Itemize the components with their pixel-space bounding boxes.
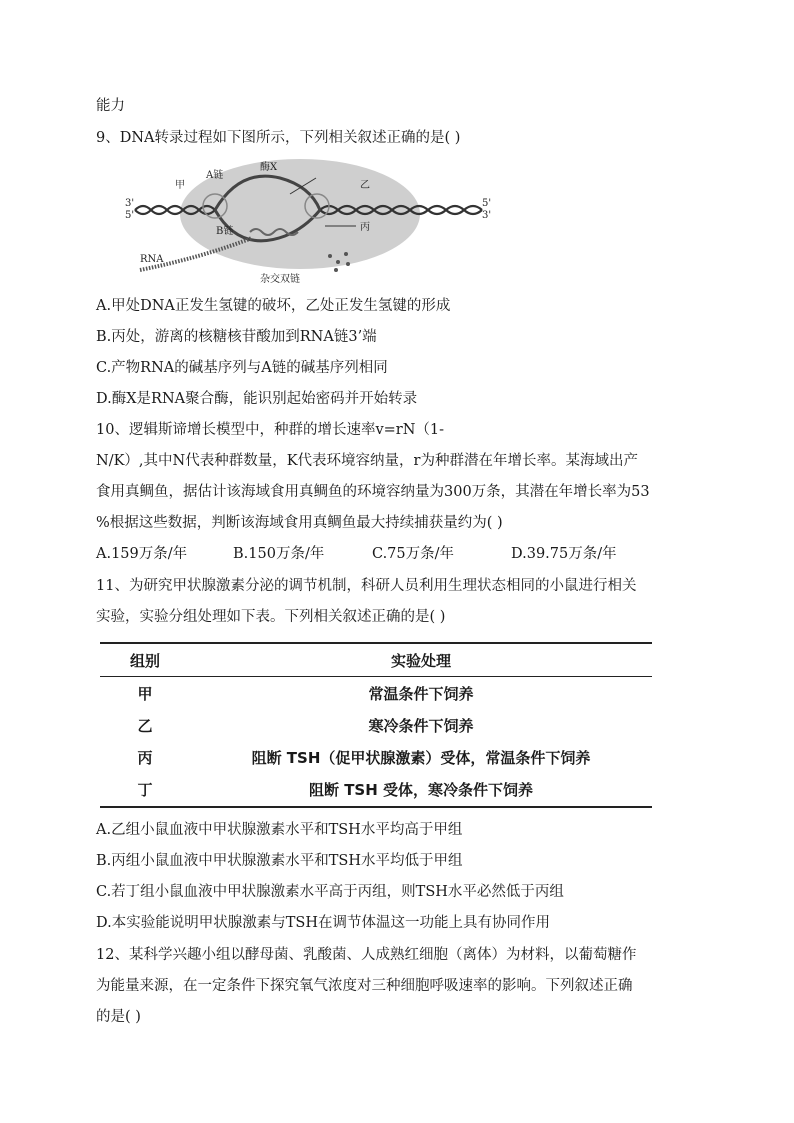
q11-stem-line-1: 11、为研究甲状腺激素分泌的调节机制，科研人员利用生理状态相同的小鼠进行相关 xyxy=(96,578,637,594)
table-header-rule xyxy=(100,676,652,677)
question-9-stem: 9、DNA转录过程如下图所示，下列相关叙述正确的是( ) xyxy=(96,130,461,146)
label-b-chain: B链 xyxy=(216,226,234,237)
table-header-treatment: 实验处理 xyxy=(390,652,451,670)
table-top-rule xyxy=(100,642,652,644)
q11-option-a: A.乙组小鼠血液中甲状腺激素水平和TSH水平均高于甲组 xyxy=(96,822,463,838)
q12-stem-line-2: 为能量来源，在一定条件下探究氧气浓度对三种细胞呼吸速率的影响。下列叙述正确 xyxy=(96,978,633,994)
q10-option-d: D.39.75万条/年 xyxy=(511,546,617,562)
q10-option-b: B.150万条/年 xyxy=(233,546,325,562)
table-row-2-group: 乙 xyxy=(137,717,153,735)
q9-option-a: A.甲处DNA正发生氢键的破坏，乙处正发生氢键的形成 xyxy=(96,298,451,314)
q10-option-a: A.159万条/年 xyxy=(96,546,188,562)
q12-stem-line-3: 的是( ) xyxy=(96,1009,141,1025)
transcription-diagram-svg xyxy=(120,158,500,288)
table-row-1-treatment: 常温条件下饲养 xyxy=(368,685,474,703)
label-rna: RNA xyxy=(140,254,164,265)
label-left-3-end: 3' xyxy=(125,198,135,209)
label-a-chain: A链 xyxy=(206,170,224,181)
table-row-3-treatment: 阻断 TSH（促甲状腺激素）受体，常温条件下饲养 xyxy=(251,749,591,767)
label-bing: 丙 xyxy=(360,222,370,233)
table-row-2-treatment: 寒冷条件下饲养 xyxy=(368,717,474,735)
q11-option-d: D.本实验能说明甲状腺激素与TSH在调节体温这一功能上具有协同作用 xyxy=(96,915,550,931)
q11-option-c: C.若丁组小鼠血液中甲状腺激素水平高于丙组，则TSH水平必然低于丙组 xyxy=(96,884,564,900)
q11-option-b: B.丙组小鼠血液中甲状腺激素水平和TSH水平均低于甲组 xyxy=(96,853,463,869)
q10-option-c: C.75万条/年 xyxy=(372,546,455,562)
table-header-group: 组别 xyxy=(129,652,160,670)
label-enzyme-x: 酶X xyxy=(260,162,278,173)
q12-stem-line-1: 12、某科学兴趣小组以酵母菌、乳酸菌、人成熟红细胞（离体）为材料，以葡萄糖作 xyxy=(96,947,637,963)
q9-option-d: D.酶X是RNA聚合酶，能识别起始密码并开始转录 xyxy=(96,391,418,407)
table-row-4-group: 丁 xyxy=(137,781,153,799)
q9-option-b: B.丙处，游离的核糖核苷酸加到RNA链3’端 xyxy=(96,329,377,345)
q10-stem-line-2: N/K）,其中N代表种群数量，K代表环境容纳量，r为种群潜在年增长率。某海域出产 xyxy=(96,453,638,469)
label-hybrid-duplex: 杂交双链 xyxy=(260,274,300,285)
table-row-3-group: 丙 xyxy=(137,749,153,767)
q10-stem-line-4: %根据这些数据，判断该海域食用真鲷鱼最大持续捕获量约为( ) xyxy=(96,515,503,531)
q10-stem-line-3: 食用真鲷鱼，据估计该海域食用真鲷鱼的环境容纳量为300万条，其潜在年增长率为53 xyxy=(96,484,650,500)
table-bottom-rule xyxy=(100,806,652,808)
label-jia: 甲 xyxy=(175,180,185,191)
q11-stem-line-2: 实验，实验分组处理如下表。下列相关叙述正确的是( ) xyxy=(96,609,446,625)
label-left-5-end: 5' xyxy=(125,210,135,221)
table-row-1-group: 甲 xyxy=(137,685,153,703)
label-right-5-end: 5' xyxy=(482,198,492,209)
table-row-4-treatment: 阻断 TSH 受体，寒冷条件下饲养 xyxy=(308,781,534,799)
page-fragment-text: 能力 xyxy=(96,98,125,114)
transcription-diagram xyxy=(120,158,500,288)
label-right-3-end: 3' xyxy=(482,210,492,221)
q9-option-c: C.产物RNA的碱基序列与A链的碱基序列相同 xyxy=(96,360,388,376)
label-yi: 乙 xyxy=(360,180,370,191)
q10-stem-line-1: 10、逻辑斯谛增长模型中，种群的增长速率v=rN（1- xyxy=(96,422,445,438)
